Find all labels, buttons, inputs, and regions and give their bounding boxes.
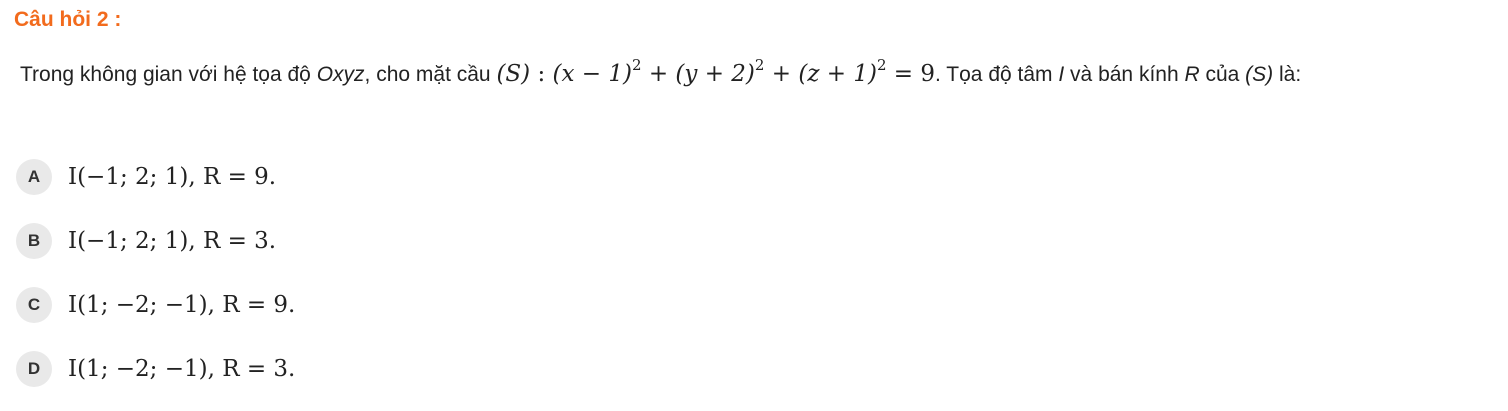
option-b[interactable] xyxy=(16,219,295,263)
option-b-text[interactable]: I(−1; 2; 1), R = 3. xyxy=(68,228,277,254)
option-c-badge[interactable]: C xyxy=(16,287,52,323)
question-title: Câu hỏi 2 : xyxy=(14,8,122,31)
eq-term2: (y + 2) xyxy=(675,61,755,87)
question-text xyxy=(20,52,1301,97)
eq-exp3: 2 xyxy=(876,56,887,74)
option-a[interactable] xyxy=(16,155,295,199)
eq-term1: (x − 1) xyxy=(552,61,632,87)
eq-exp1: 2 xyxy=(631,56,642,74)
sphere-symbol: (S) xyxy=(496,61,531,87)
option-d[interactable] xyxy=(16,347,295,391)
eq-plus2: + xyxy=(764,61,799,87)
radius-symbol: R xyxy=(1184,63,1200,86)
option-b-badge[interactable]: B xyxy=(16,223,52,259)
equation xyxy=(496,56,936,87)
eq-plus1: + xyxy=(641,61,676,87)
question-mid: , cho mặt cầu xyxy=(364,63,497,86)
option-c[interactable] xyxy=(16,283,295,327)
eq-exp2: 2 xyxy=(754,56,765,74)
option-a-badge[interactable]: A xyxy=(16,159,52,195)
option-a-text[interactable]: I(−1; 2; 1), R = 9. xyxy=(68,164,277,190)
question-after: . Tọa độ tâm xyxy=(935,63,1059,86)
option-c-text[interactable]: I(1; −2; −1), R = 9. xyxy=(68,292,296,318)
question-intro: Trong không gian với hệ tọa độ xyxy=(20,63,317,86)
question-of: của xyxy=(1199,63,1246,86)
eq-term3: (z + 1) xyxy=(798,61,877,87)
option-d-badge[interactable]: D xyxy=(16,351,52,387)
eq-rhs: = 9 xyxy=(886,61,936,87)
option-d-text[interactable]: I(1; −2; −1), R = 3. xyxy=(68,356,296,382)
coord-system: Oxyz xyxy=(316,63,365,86)
answer-options xyxy=(16,155,295,411)
question-and: và bán kính xyxy=(1064,63,1185,86)
question-end: là: xyxy=(1273,63,1302,86)
center-symbol: I xyxy=(1058,63,1065,86)
eq-colon: : xyxy=(530,61,553,87)
sphere-ref: (S) xyxy=(1245,63,1274,86)
